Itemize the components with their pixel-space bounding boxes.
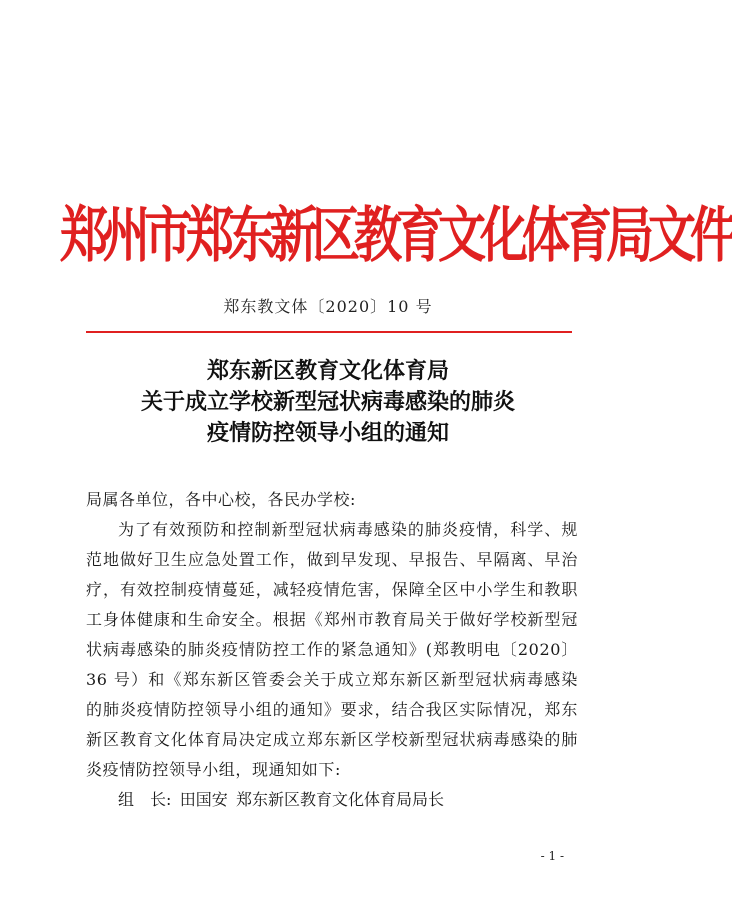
- leader-name: 田国安: [179, 790, 228, 809]
- notice-title-line-1: 郑东新区教育文化体育局: [206, 359, 449, 384]
- leader-role: 组 长:: [118, 790, 172, 809]
- body-paragraph: 为了有效预防和控制新型冠状病毒感染的肺炎疫情，科学、规范地做好卫生应急处置工作，做到早发现、早报告、早隔离、早治疗，有效控制疫情蔓延，减轻疫情危害，保障全区中小学生和教职工身体健康和生命安全。根据《郑州市教育局关于做好学校新型冠状病毒感染的肺炎疫情防控工作的紧急通知》(郑教明电〔2020〕36 号）和《郑东新区管委会关于成立郑东新区新型冠状病毒感染的肺炎疫情防控领导小组的通知》要求，结合我区实际情况，郑东新区教育文化体育局决定成立郑东新区学校新型冠状病毒感染的肺炎疫情防控领导小组，现通知如下:: [86, 520, 578, 779]
- leader-line: [86, 785, 578, 815]
- notice-body: [86, 485, 578, 815]
- addressee-line: 局属各单位，各中心校，各民办学校:: [86, 490, 356, 509]
- document-number: 郑东教文体〔2020〕10 号: [223, 297, 433, 316]
- page-number: - 1 -: [540, 849, 564, 863]
- red-divider-line: [86, 331, 572, 333]
- document-red-header-title: 郑州市郑东新区教育文化体育局文件: [60, 201, 732, 271]
- notice-title-line-3: 疫情防控领导小组的通知: [206, 421, 449, 446]
- leader-position: 郑东新区教育文化体育局局长: [235, 790, 444, 809]
- notice-title-line-2: 关于成立学校新型冠状病毒感染的肺炎: [140, 390, 515, 415]
- notice-title: [0, 356, 656, 449]
